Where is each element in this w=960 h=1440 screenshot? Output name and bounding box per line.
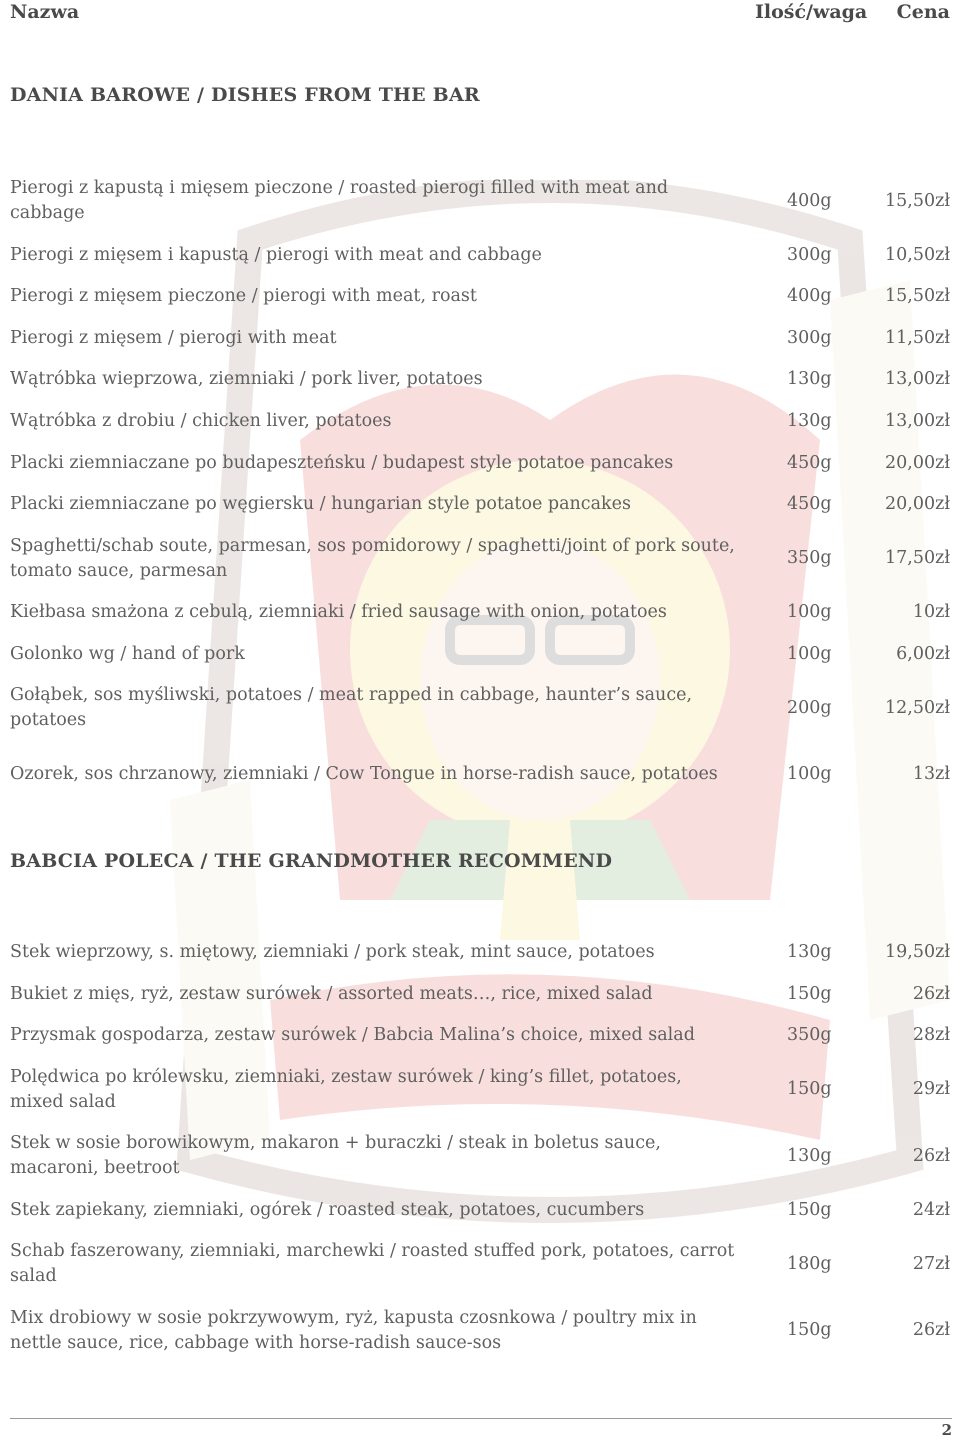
- item-price: 26zł: [912, 983, 950, 1004]
- item-quantity: 400g: [787, 190, 832, 211]
- item-name: Stek w sosie borowikowym, makaron + buraczki / steak in boletus sauce, macaroni, beetroot: [10, 1133, 661, 1179]
- menu-item: [0, 742, 960, 808]
- header-name: Nazwa: [10, 1, 80, 23]
- item-name: Pierogi z kapustą i mięsem pieczone / roasted pierogi filled with meat and cabbage: [10, 178, 669, 224]
- item-price: 29zł: [912, 1079, 950, 1100]
- item-quantity: 150g: [787, 1320, 832, 1341]
- footer-divider: [10, 1418, 952, 1419]
- menu-item: [0, 675, 960, 741]
- menu-item: [0, 592, 960, 634]
- item-price: 26zł: [912, 1320, 950, 1341]
- item-name: Ozorek, sos chrzanowy, ziemniaki / Cow Tongue in horse-radish sauce, potatoes: [10, 764, 718, 785]
- menu-list-bar-dishes: [0, 168, 960, 808]
- item-price: 15,50zł: [885, 190, 950, 211]
- item-name: Golonko wg / hand of pork: [10, 643, 245, 664]
- menu-item: [0, 484, 960, 526]
- item-name: Pierogi z mięsem / pierogi with meat: [10, 327, 337, 348]
- item-quantity: 450g: [787, 494, 832, 515]
- section-title-grandmother-recommends: BABCIA POLECA / THE GRANDMOTHER RECOMMEND: [10, 850, 613, 872]
- item-quantity: 180g: [787, 1253, 832, 1274]
- item-quantity: 350g: [787, 548, 832, 569]
- item-price: 13,00zł: [885, 411, 950, 432]
- item-name: Wątróbka wieprzowa, ziemniaki / pork liver, potatoes: [10, 369, 483, 390]
- menu-item: [0, 1231, 960, 1297]
- item-name: Schab faszerowany, ziemniaki, marchewki / roasted stuffed pork, potatoes, carrot salad: [10, 1241, 735, 1287]
- item-price: 15,50zł: [885, 286, 950, 307]
- item-price: 6,00zł: [896, 643, 950, 664]
- item-name: Bukiet z mięs, ryż, zestaw surówek / assorted meats…, rice, mixed salad: [10, 983, 653, 1004]
- item-quantity: 150g: [787, 1079, 832, 1100]
- item-quantity: 400g: [787, 286, 832, 307]
- item-name: Placki ziemniaczane po budapeszteńsku / budapest style potatoe pancakes: [10, 452, 674, 473]
- menu-item: [0, 1123, 960, 1189]
- item-price: 17,50zł: [885, 548, 950, 569]
- menu-item: [0, 1298, 960, 1364]
- menu-item: [0, 318, 960, 360]
- menu-list-grandmother-recommends: [0, 932, 960, 1364]
- item-name: Wątróbka z drobiu / chicken liver, potatoes: [10, 411, 392, 432]
- item-quantity: 350g: [787, 1025, 832, 1046]
- item-price: 13,00zł: [885, 369, 950, 390]
- menu-item: [0, 168, 960, 234]
- menu-item: [0, 359, 960, 401]
- item-quantity: 130g: [787, 942, 832, 963]
- item-price: 10zł: [912, 602, 950, 623]
- header-quantity: Ilość/waga: [755, 1, 868, 23]
- item-name: Placki ziemniaczane po węgiersku / hungarian style potatoe pancakes: [10, 494, 631, 515]
- item-price: 26zł: [912, 1145, 950, 1166]
- menu-item: [0, 526, 960, 592]
- menu-item: [0, 401, 960, 443]
- item-quantity: 100g: [787, 764, 832, 785]
- item-quantity: 200g: [787, 697, 832, 718]
- column-header: [0, 0, 960, 26]
- item-price: 20,00zł: [885, 452, 950, 473]
- item-name: Gołąbek, sos myśliwski, potatoes / meat rapped in cabbage, haunter’s sauce, potatoes: [10, 685, 693, 731]
- menu-item: [0, 1057, 960, 1123]
- item-name: Mix drobiowy w sosie pokrzywowym, ryż, kapusta czosnkowa / poultry mix in nettle sauce, rice, cabbage with horse-radish sauce-sos: [10, 1307, 697, 1353]
- item-name: Przysmak gospodarza, zestaw surówek / Babcia Malina’s choice, mixed salad: [10, 1025, 695, 1046]
- item-quantity: 300g: [787, 244, 832, 265]
- menu-item: [0, 276, 960, 318]
- item-name: Kiełbasa smażona z cebulą, ziemniaki / fried sausage with onion, potatoes: [10, 602, 667, 623]
- item-price: 12,50zł: [885, 697, 950, 718]
- page-number: 2: [941, 1421, 952, 1439]
- menu-item: [0, 1190, 960, 1232]
- item-name: Pierogi z mięsem i kapustą / pierogi with meat and cabbage: [10, 244, 542, 265]
- item-name: Spaghetti/schab soute, parmesan, sos pomidorowy / spaghetti/joint of pork soute, tomato sauce, parmesan: [10, 535, 735, 581]
- item-name: Polędwica po królewsku, ziemniaki, zestaw surówek / king’s fillet, potatoes, mixed salad: [10, 1066, 682, 1112]
- item-quantity: 100g: [787, 643, 832, 664]
- header-price: Cena: [896, 1, 950, 23]
- section-title-bar-dishes: DANIA BAROWE / DISHES FROM THE BAR: [10, 84, 480, 106]
- item-price: 28zł: [912, 1025, 950, 1046]
- item-quantity: 130g: [787, 369, 832, 390]
- item-price: 27zł: [912, 1253, 950, 1274]
- item-name: Stek wieprzowy, s. miętowy, ziemniaki / pork steak, mint sauce, potatoes: [10, 942, 655, 963]
- item-quantity: 150g: [787, 1199, 832, 1220]
- item-quantity: 450g: [787, 452, 832, 473]
- item-quantity: 130g: [787, 1145, 832, 1166]
- item-name: Pierogi z mięsem pieczone / pierogi with meat, roast: [10, 286, 477, 307]
- item-quantity: 150g: [787, 983, 832, 1004]
- menu-item: [0, 442, 960, 484]
- menu-item: [0, 974, 960, 1016]
- item-price: 24zł: [912, 1199, 950, 1220]
- item-price: 20,00zł: [885, 494, 950, 515]
- item-price: 13zł: [912, 764, 950, 785]
- item-price: 11,50zł: [885, 327, 950, 348]
- menu-item: [0, 1015, 960, 1057]
- item-quantity: 100g: [787, 602, 832, 623]
- menu-item: [0, 932, 960, 974]
- item-price: 19,50zł: [885, 942, 950, 963]
- item-quantity: 300g: [787, 327, 832, 348]
- item-quantity: 130g: [787, 411, 832, 432]
- item-name: Stek zapiekany, ziemniaki, ogórek / roasted steak, potatoes, cucumbers: [10, 1199, 645, 1220]
- menu-item: [0, 234, 960, 276]
- menu-item: [0, 634, 960, 676]
- item-price: 10,50zł: [885, 244, 950, 265]
